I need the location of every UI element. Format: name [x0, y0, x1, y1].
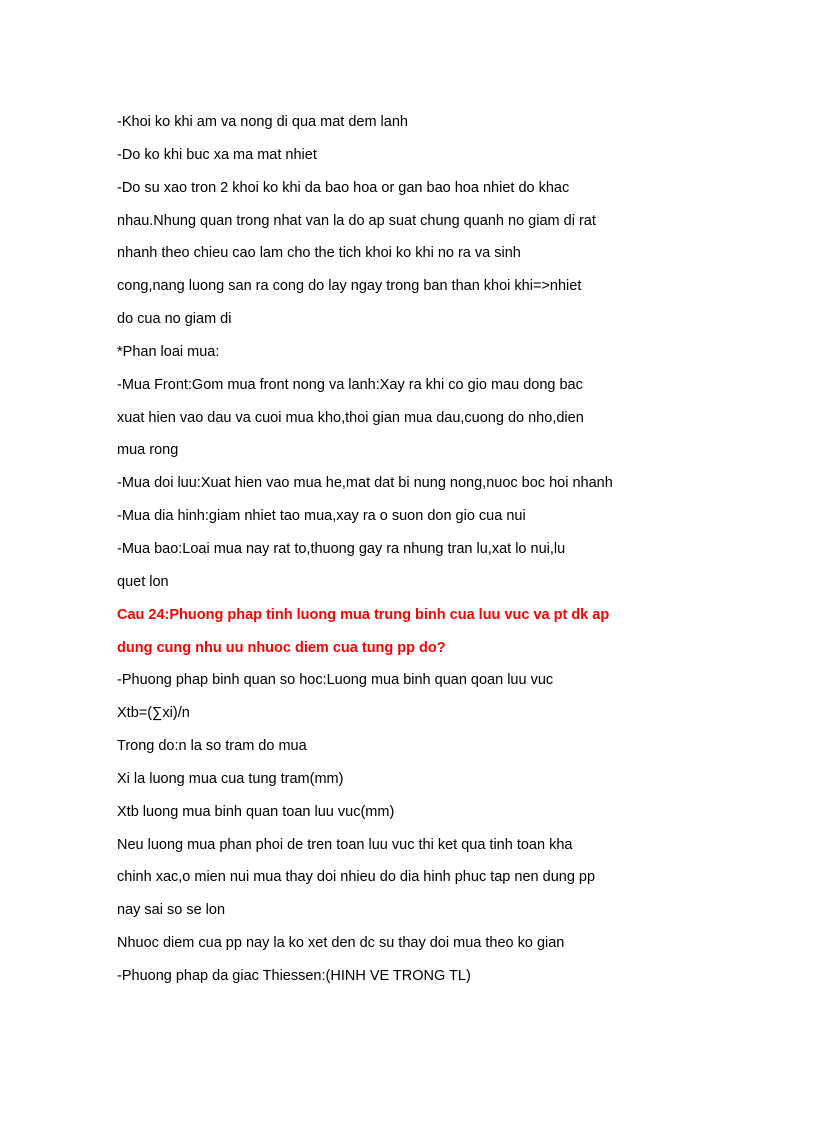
- text-line: -Do ko khi buc xa ma mat nhiet: [117, 146, 317, 163]
- text-line: xuat hien vao dau va cuoi mua kho,thoi gian mua dau,cuong do nho,dien: [117, 409, 584, 426]
- text-line: -Phuong phap binh quan so hoc:Luong mua binh quan qoan luu vuc: [117, 672, 554, 689]
- text-line: chinh xac,o mien nui mua thay doi nhieu do dia hinh phuc tap nen dung pp: [117, 869, 596, 886]
- text-line: Trong do:n la so tram do mua: [117, 738, 307, 755]
- document-body: [117, 112, 717, 999]
- heading-line: dung cung nhu uu nhuoc diem cua tung pp do?: [117, 639, 446, 656]
- text-line: -Mua bao:Loai mua nay rat to,thuong gay ra nhung tran lu,xat lo nui,lu: [117, 540, 566, 557]
- text-line: nay sai so se lon: [117, 902, 226, 919]
- text-line: mua rong: [117, 442, 179, 459]
- text-line: Xtb luong mua binh quan toan luu vuc(mm): [117, 803, 395, 820]
- text-line: Nhuoc diem cua pp nay la ko xet den dc su thay doi mua theo ko gian: [117, 935, 565, 952]
- text-line: Neu luong mua phan phoi de tren toan luu vuc thi ket qua tinh toan kha: [117, 836, 573, 853]
- text-line: -Mua Front:Gom mua front nong va lanh:Xay ra khi co gio mau dong bac: [117, 376, 583, 393]
- text-line: quet lon: [117, 573, 169, 590]
- heading-line: Cau 24:Phuong phap tinh luong mua trung binh cua luu vuc va pt dk ap: [117, 606, 610, 623]
- text-line: -Mua dia hinh:giam nhiet tao mua,xay ra o suon don gio cua nui: [117, 508, 526, 525]
- text-line: *Phan loai mua:: [117, 343, 220, 360]
- text-line: -Khoi ko khi am va nong di qua mat dem lanh: [117, 114, 408, 130]
- text-line: nhanh theo chieu cao lam cho the tich khoi ko khi no ra va sinh: [117, 245, 521, 262]
- text-line: -Do su xao tron 2 khoi ko khi da bao hoa or gan bao hoa nhiet do khac: [117, 179, 570, 196]
- text-line: Xtb=(∑xi)/n: [117, 705, 190, 722]
- text-line: -Mua doi luu:Xuat hien vao mua he,mat dat bi nung nong,nuoc boc hoi nhanh: [117, 475, 613, 492]
- text-line: cong,nang luong san ra cong do lay ngay trong ban than khoi khi=>nhiet: [117, 278, 582, 295]
- text-line: Xi la luong mua cua tung tram(mm): [117, 770, 344, 787]
- text-line: -Phuong phap da giac Thiessen:(HINH VE TRONG TL): [117, 967, 471, 984]
- text-line: nhau.Nhung quan trong nhat van la do ap suat chung quanh no giam di rat: [117, 212, 596, 229]
- text-line: do cua no giam di: [117, 311, 232, 328]
